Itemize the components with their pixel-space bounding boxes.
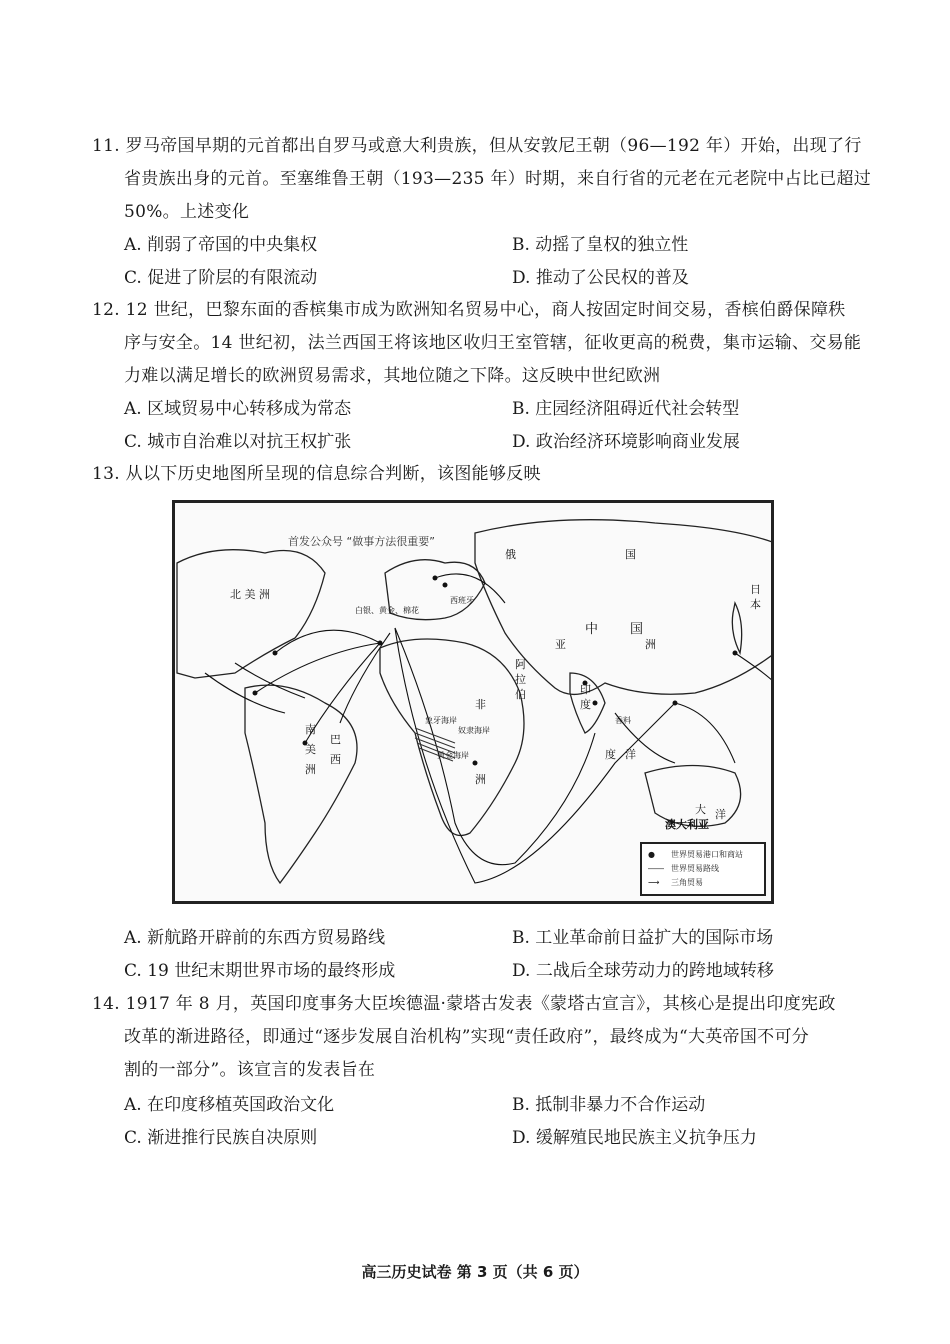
label-russia-2: 国 [625, 548, 636, 561]
label-china-1: 中 [585, 622, 599, 637]
label-india-1: 印 [580, 683, 591, 696]
question-14-options [124, 1089, 884, 1155]
option-13-b[interactable]: B. 工业革命前日益扩大的国际市场 [512, 928, 774, 948]
label-south-america-1: 南 [305, 723, 316, 736]
question-12-line-2: 序与安全。14 世纪初，法兰西国王将该地区收归王室管辖，征收更高的税费，集市运输、交易能 [124, 333, 862, 353]
label-india-2: 度 [580, 698, 591, 711]
label-australia: 澳大利亚 [665, 818, 709, 831]
option-12-c[interactable]: C. 城市自治难以对抗王权扩张 [124, 432, 352, 452]
option-12-a[interactable]: A. 区域贸易中心转移成为常态 [124, 399, 352, 419]
label-japan-2: 本 [750, 598, 761, 611]
label-goods: 白银、黄金、棉花 [355, 606, 419, 615]
question-11-options [124, 229, 884, 295]
label-russia: 俄 [505, 548, 516, 561]
legend-dot-icon: ● [648, 850, 655, 859]
legend-ports-label: 世界贸易港口和商站 [671, 850, 743, 859]
label-spice: 香料 [615, 716, 631, 725]
legend-row-routes [648, 862, 758, 876]
question-11-line-2: 省贵族出身的元首。至塞维鲁王朝（193—235 年）时期，来自行省的元老在元老院中占比已超过 [124, 169, 872, 189]
option-11-b[interactable]: B. 动摇了皇权的独立性 [512, 235, 689, 255]
question-12 [92, 294, 872, 393]
north-america-outline [177, 550, 325, 678]
label-south-america-3: 洲 [305, 763, 316, 776]
trade-ports [253, 576, 738, 766]
question-11-line-1: 11. 罗马帝国早期的元首都出自罗马或意大利贵族，但从安敦尼王朝（96—192 年）开始，出现了行 [92, 136, 862, 156]
question-14-line-2: 改革的渐进路径，即通过“逐步发展自治机构”实现“责任政府”，最终成为“大英帝国不可分 [124, 1027, 810, 1047]
legend-line-icon: ―― [648, 864, 664, 873]
legend-triangle-label: 三角贸易 [671, 878, 703, 887]
option-11-d[interactable]: D. 推动了公民权的普及 [512, 268, 689, 288]
label-africa-2: 洲 [475, 773, 486, 786]
label-indian-ocean-1: 度 [605, 748, 616, 761]
option-14-a[interactable]: A. 在印度移植英国政治文化 [124, 1095, 335, 1115]
japan-outline [732, 603, 741, 653]
label-asia-2: 洲 [645, 638, 656, 651]
option-14-c[interactable]: C. 渐进推行民族自决原则 [124, 1128, 318, 1148]
map-legend [640, 842, 766, 896]
question-12-line-1: 12. 12 世纪，巴黎东面的香槟集市成为欧洲知名贸易中心，商人按固定时间交易，香槟伯爵保障秩 [92, 300, 846, 320]
legend-routes-label: 世界贸易路线 [671, 864, 719, 873]
question-13-line-1: 13. 从以下历史地图所呈现的信息综合判断，该图能够反映 [92, 464, 541, 484]
question-11 [92, 130, 872, 229]
question-13-options [124, 922, 884, 988]
label-north-america: 北 美 洲 [230, 588, 270, 601]
legend-arrow-icon: ⟶ [648, 878, 660, 887]
option-12-d[interactable]: D. 政治经济环境影响商业发展 [512, 432, 740, 452]
label-japan-1: 日 [750, 583, 761, 596]
option-12-b[interactable]: B. 庄园经济阻碍近代社会转型 [512, 399, 740, 419]
page-footer: 高三历史试卷 第 3 页（共 6 页） [361, 1263, 589, 1281]
question-12-line-3: 力难以满足增长的欧洲贸易需求，其地位随之下降。这反映中世纪欧洲 [124, 366, 661, 386]
option-14-b[interactable]: B. 抵制非暴力不合作运动 [512, 1095, 706, 1115]
label-africa-1: 非 [475, 698, 486, 711]
label-indian-ocean-2: 洋 [625, 748, 636, 761]
label-arabia-3: 伯 [515, 688, 526, 701]
label-asia-1: 亚 [555, 638, 566, 651]
label-brazil-1: 巴 [330, 733, 341, 746]
label-pacific-2: 洋 [715, 808, 726, 821]
option-13-a[interactable]: A. 新航路开辟前的东西方贸易路线 [124, 928, 386, 948]
label-arabia-2: 拉 [515, 673, 526, 686]
option-13-d[interactable]: D. 二战后全球劳动力的跨地域转移 [512, 961, 774, 981]
south-america-outline [245, 685, 357, 883]
option-11-a[interactable]: A. 削弱了帝国的中央集权 [124, 235, 318, 255]
label-gold-coast: 黄金海岸 [437, 751, 469, 760]
option-14-d[interactable]: D. 缓解殖民地民族主义抗争压力 [512, 1128, 757, 1148]
watermark: 首发公众号 “做事方法很重要” [288, 535, 435, 548]
question-12-options [124, 393, 884, 459]
question-14-line-3: 割的一部分”。该宣言的发表旨在 [124, 1060, 376, 1080]
label-slave-coast: 奴隶海岸 [458, 726, 490, 735]
label-spain: 西班牙 [450, 596, 474, 605]
option-11-c[interactable]: C. 促进了阶层的有限流动 [124, 268, 318, 288]
legend-row-triangle [648, 876, 758, 890]
label-ivory-coast: 象牙海岸 [425, 716, 457, 725]
question-14 [92, 988, 872, 1087]
option-13-c[interactable]: C. 19 世纪末期世界市场的最终形成 [124, 961, 396, 981]
question-13 [92, 458, 872, 491]
legend-row-ports [648, 848, 758, 862]
label-brazil-2: 西 [330, 753, 341, 766]
label-arabia-1: 阿 [515, 658, 526, 671]
question-14-line-1: 14. 1917 年 8 月，英国印度事务大臣埃德温·蒙塔古发表《蒙塔古宣言》，其核心是提出印度宪政 [92, 994, 836, 1014]
label-pacific-1: 大 [695, 803, 706, 816]
label-south-america-2: 美 [305, 743, 316, 756]
question-11-line-3: 50%。上述变化 [124, 202, 250, 222]
label-china-2: 国 [630, 622, 644, 637]
